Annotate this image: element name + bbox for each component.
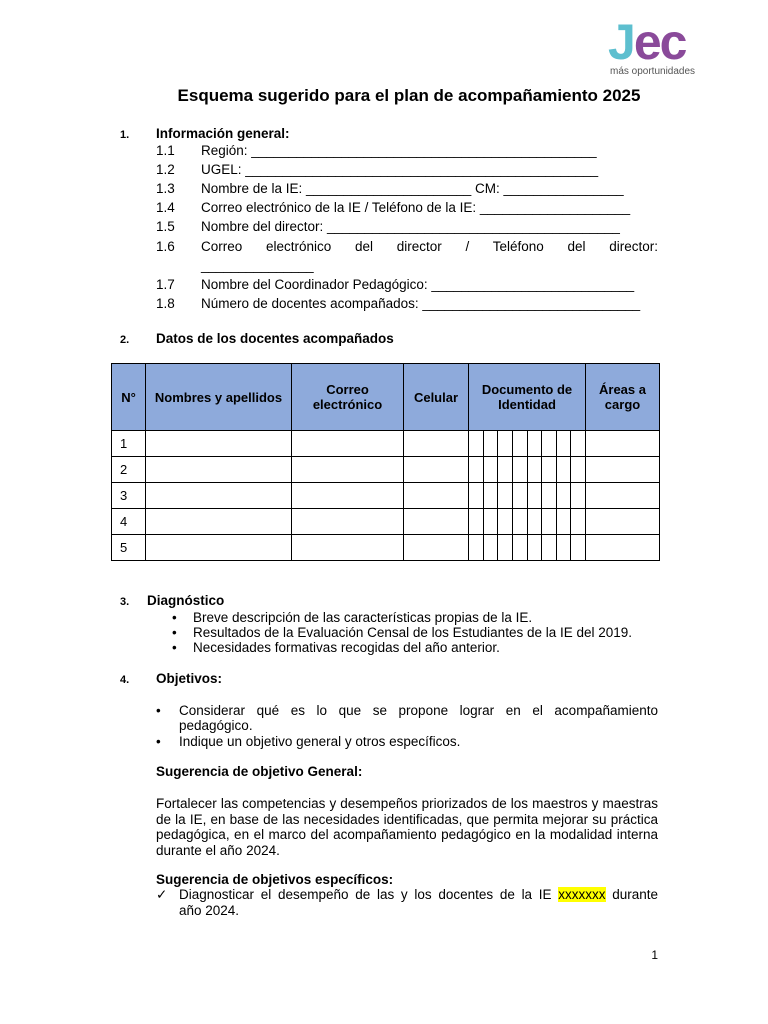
table-row [112,483,660,509]
cell-celular[interactable] [404,431,469,457]
cell-nombres[interactable] [146,457,292,483]
item-1-4-number: 1.4 [156,200,175,215]
cell-celular[interactable] [404,535,469,561]
cell-nombres[interactable] [146,483,292,509]
section-3-title: Diagnóstico [147,593,225,608]
cell-nombres[interactable] [146,535,292,561]
item-1-4-text: Correo electrónico de la IE / Teléfono de la IE: ____________________ [201,200,631,215]
item-1-8-number: 1.8 [156,296,175,311]
cell-correo[interactable] [292,483,404,509]
diagnostico-bullet-1: Breve descripción de las características propias de la IE. [193,610,533,625]
cell-celular[interactable] [404,509,469,535]
specific-objective-text: Diagnosticar el desempeño de las y los docentes de la IE [179,887,559,902]
cell-documento[interactable] [469,535,586,561]
item-1-7-text: Nombre del Coordinador Pedagógico: ___________________________ [201,277,635,292]
table-row [112,431,660,457]
cell-areas[interactable] [586,457,660,483]
header-areas: Áreas a cargo [586,364,660,431]
cell-documento[interactable] [469,431,586,457]
general-objective-text: Fortalecer las competencias y desempeños priorizados de los maestros y maestras de la IE, en base de las necesidades identificadas, que permita mejorar su práctica pedagógica, en el marco del acompañamiento pedagógico en la modalidad interna durante el año 2024. [156,796,658,858]
header-nombres: Nombres y apellidos [146,364,292,431]
objetivos-bullet-1-line-1: Considerar qué es lo que se propone lograr en el acompañamiento [179,703,658,718]
item-1-3-text: Nombre de la IE: ______________________ CM: ________________ [201,181,624,196]
item-1-5-text: Nombre del director: _______________________________________ [201,219,620,234]
bullet-icon: • [172,610,177,625]
cell-areas[interactable] [586,509,660,535]
cell-documento[interactable] [469,457,586,483]
section-2-number: 2. [120,334,130,346]
item-1-3-number: 1.3 [156,181,175,196]
table-row [112,457,660,483]
cell-celular[interactable] [404,457,469,483]
specific-objective-1-line-2: año 2024. [179,903,240,918]
logo-tagline: más oportunidades [610,66,696,77]
cell-correo[interactable] [292,509,404,535]
header-number: N° [112,364,146,431]
cell-correo[interactable] [292,431,404,457]
section-2-title: Datos de los docentes acompañados [156,331,394,346]
cell-celular[interactable] [404,483,469,509]
header-correo: Correo electrónico [292,364,404,431]
logo-letter-j: J [608,14,634,70]
section-1-title: Información general: [156,126,290,141]
cell-documento[interactable] [469,483,586,509]
general-objective-title: Sugerencia de objetivo General: [156,764,363,779]
table-row [112,535,660,561]
row-number: 4 [112,509,146,535]
row-number: 3 [112,483,146,509]
cell-areas[interactable] [586,483,660,509]
item-1-1-text: Región: ______________________________________________ [201,143,597,158]
specific-objectives-title: Sugerencia de objetivos específicos: [156,872,394,887]
bullet-icon: • [172,640,177,655]
bullet-icon: • [156,734,161,749]
header-celular: Celular [404,364,469,431]
cell-correo[interactable] [292,535,404,561]
row-number: 1 [112,431,146,457]
objetivos-bullet-2: Indique un objetivo general y otros específicos. [179,734,461,749]
row-number: 2 [112,457,146,483]
bullet-icon: • [156,703,161,718]
cell-nombres[interactable] [146,509,292,535]
item-1-6-number: 1.6 [156,239,175,254]
diagnostico-bullet-3: Necesidades formativas recogidas del año anterior. [193,640,500,655]
table-row [112,509,660,535]
item-1-2-text: UGEL: _______________________________________________ [201,162,599,177]
header-documento: Documento de Identidad [469,364,586,431]
section-4-title: Objetivos: [156,671,223,686]
section-1-number: 1. [120,129,130,141]
item-1-7-number: 1.7 [156,277,175,292]
diagnostico-bullet-2: Resultados de la Evaluación Censal de los Estudiantes de la IE del 2019. [193,625,633,640]
item-1-1-number: 1.1 [156,143,175,158]
cell-correo[interactable] [292,457,404,483]
item-1-6-text: Correo electrónico del director / Teléfono del director: [201,239,658,254]
highlighted-placeholder: xxxxxxx [558,887,606,902]
cell-areas[interactable] [586,535,660,561]
logo-letters-ec: ec [633,14,686,70]
item-1-2-number: 1.2 [156,162,175,177]
jec-logo [608,14,708,80]
item-1-5-number: 1.5 [156,219,175,234]
item-1-6-continuation: _______________ [201,258,314,273]
section-3-number: 3. [120,596,130,608]
specific-objective-text-end: durante [605,887,658,902]
check-icon: ✓ [156,887,168,902]
cell-areas[interactable] [586,431,660,457]
objetivos-bullet-1-line-2: pedagógico. [179,718,253,733]
bullet-icon: • [172,625,177,640]
docentes-table [111,363,660,561]
page-number: 1 [651,948,658,962]
row-number: 5 [112,535,146,561]
document-title: Esquema sugerido para el plan de acompañamiento 2025 [177,86,641,105]
cell-nombres[interactable] [146,431,292,457]
item-1-8-text: Número de docentes acompañados: _____________________________ [201,296,641,311]
section-4-number: 4. [120,674,130,686]
table-header-row [112,364,660,431]
cell-documento[interactable] [469,509,586,535]
specific-objective-1 [179,887,658,902]
